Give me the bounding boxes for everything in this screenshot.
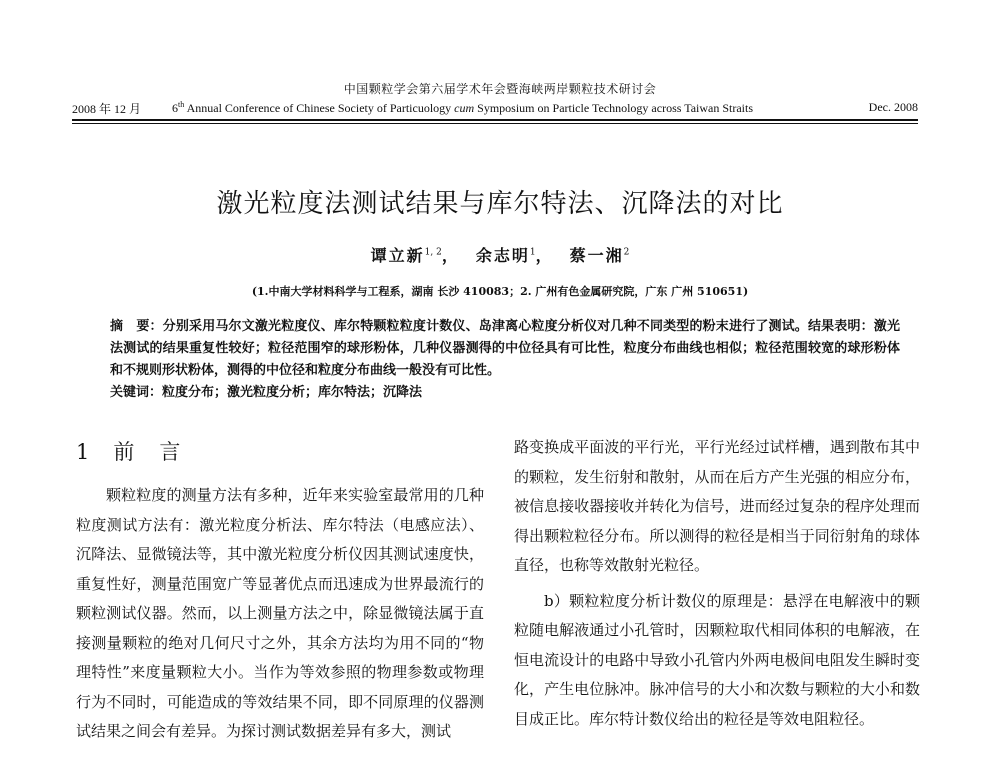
right-column (514, 433, 920, 734)
author-name: 蔡一湘 (569, 246, 624, 265)
keywords-text: 粒度分布；激光粒度分析；库尔特法；沉降法 (162, 385, 423, 400)
section-heading (76, 436, 182, 466)
abstract-block (110, 316, 900, 404)
body-paragraph: b）颗粒粒度分析计数仪的原理是：悬浮在电解液中的颗粒随电解液通过小孔管时，因颗粒取代相同体积的电解液，在恒电流设计的电路中导致小孔管内外两电极间电阻发生瞬时变化，产生电位脉冲。脉冲信号的大小和次数与颗粒的大小和数目成正比。库尔特计数仪给出的粒径是等效电阻粒径。 (514, 591, 920, 728)
body-paragraph: 路变换成平面波的平行光，平行光经过试样槽，遇到散布其中的颗粒，发生衍射和散射，从而在后方产生光强的相应分布，被信息接收器接收并转化为信号，进而经过复杂的程序处理而得出颗粒粒径分布。所以测得的粒径是相当于同衍射角的球体直径，也称等效散射光粒径。 (514, 438, 920, 574)
running-header-cn: 中国颗粒学会第六届学术年会暨海峡两岸颗粒技术研讨会 (343, 82, 657, 96)
paper-title: 激光粒度法测试结果与库尔特法、沉降法的对比 (216, 189, 784, 219)
abstract (110, 316, 900, 382)
author-name: 余志明 (475, 246, 530, 265)
section-number: 1 (76, 440, 92, 464)
author-affil-mark: 1, 2 (424, 247, 442, 258)
left-column (76, 481, 484, 747)
author-name: 谭立新 (370, 246, 425, 265)
author-affil-mark: 1 (529, 247, 536, 258)
keywords (110, 382, 900, 404)
abstract-text: 分别采用马尔文激光粒度仪、库尔特颗粒粒度计数仪、岛津离心粒度分析仪对几种不同类型的粉末进行了测试。结果表明：激光法测试的结果重复性较好；粒径范围窄的球形粉体，几种仪器测得的中位径具有可比性，粒度分布曲线也相似；粒径范围较宽的球形粉体和不规则形状粉体，测得的中位径和粒度分布曲线一般没有可比性。 (110, 319, 900, 378)
author-affil-mark: 2 (623, 247, 630, 258)
header-date-right: Dec. 2008 (868, 100, 918, 114)
abstract-label: 摘 要： (110, 319, 163, 334)
affiliation: (1.中南大学材料科学与工程系，湖南 长沙 410083；2. 广州有色金属研究院，广东 广州 510651) (251, 285, 749, 298)
body-paragraph: 颗粒粒度的测量方法有多种，近年来实验室最常用的几种粒度测试方法有：激光粒度分析法、库尔特法（电感应法）、沉降法、显微镜法等，其中激光粒度分析仪因其测试速度快，重复性好，测量范围宽广等显著优点而迅速成为世界最流行的颗粒测试仪器。然而，以上测量方法之中，除显微镜法属于直接测量颗粒的绝对几何尺寸之外，其余方法均为用不同的“物理特性”来度量颗粒大小。当作为等效参照的物理参数或物理行为不同时，可能造成的等效结果不同，即不同原理的仪器测试结果之间会有差异。为探讨测试数据差异有多大，测试 (76, 486, 484, 740)
keywords-label: 关键词： (110, 385, 163, 400)
header-date-left: 2008 年 12 月 (72, 102, 142, 116)
header-conference-en: 6th Annual Conference of Chinese Society of Particuology cum Symposium on Particle Technology across Taiwan Straits (172, 100, 754, 115)
section-title: 前 言 (113, 440, 183, 464)
header-rule-thick (72, 119, 918, 121)
header-rule-thin (72, 123, 918, 124)
author-list: 谭立新$^{1, 2}$， 余志明$^1$， 蔡一湘$^2$ (370, 246, 630, 265)
